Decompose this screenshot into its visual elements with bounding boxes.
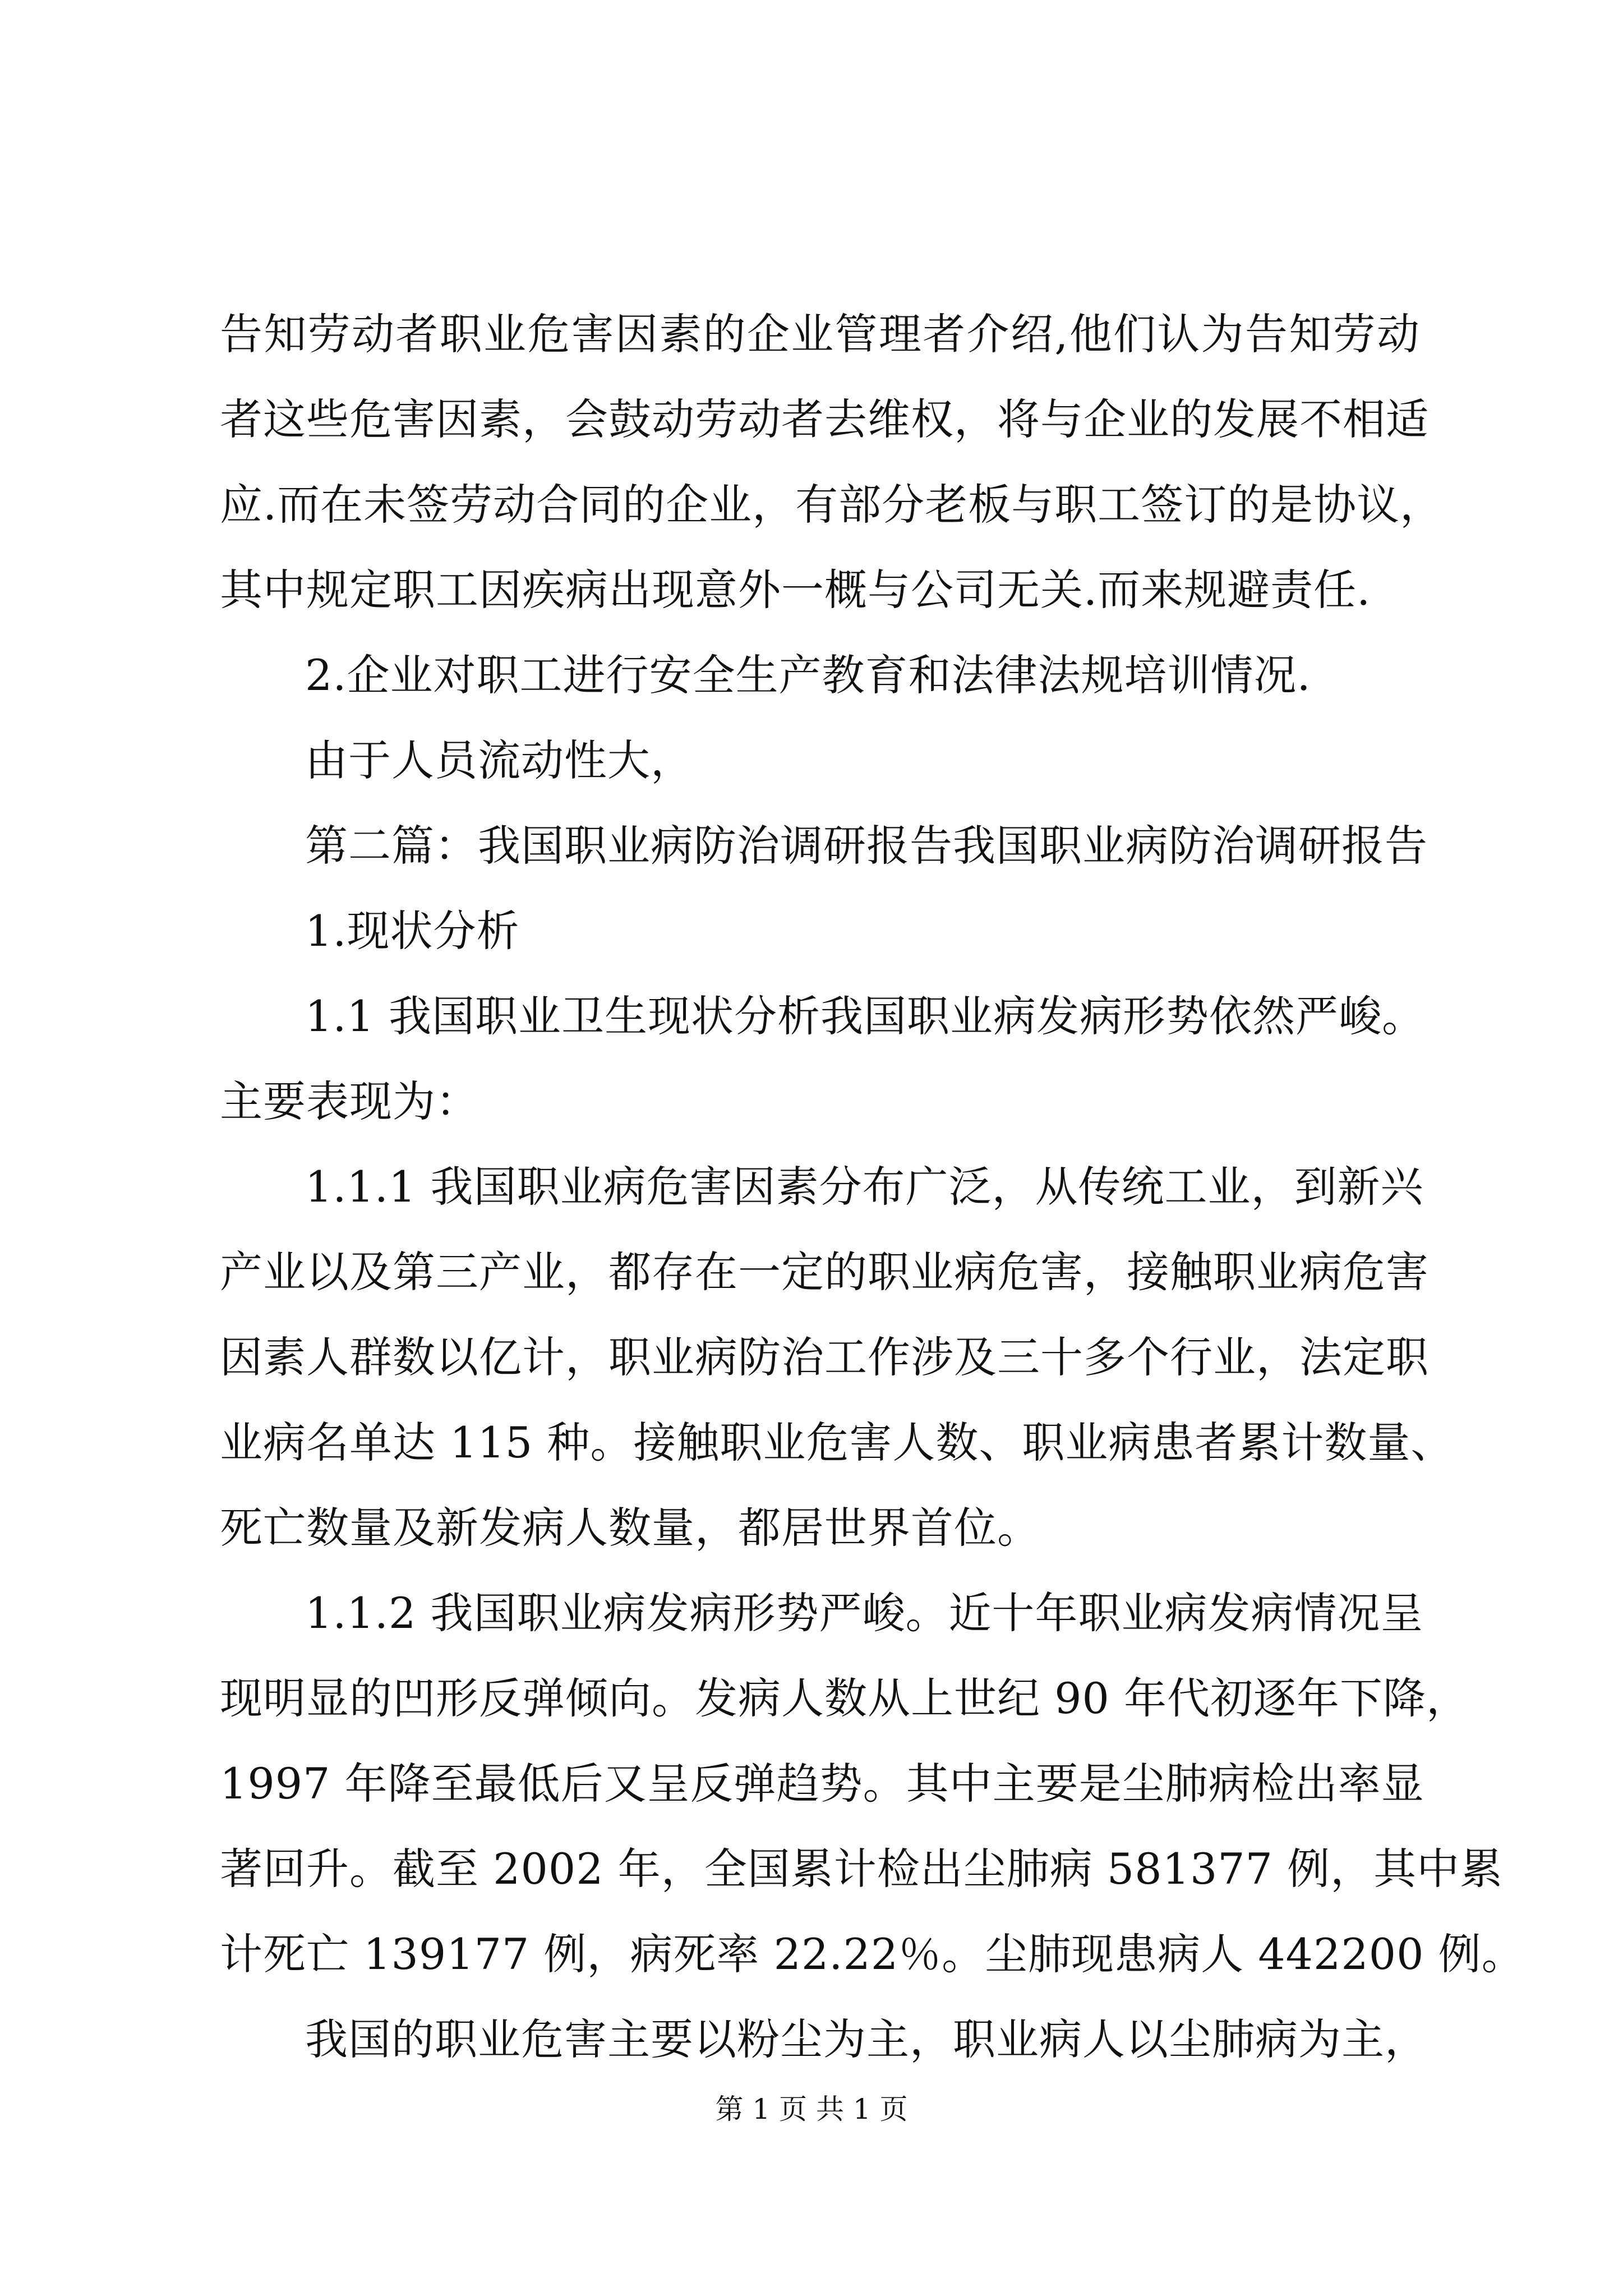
page-footer [0, 2092, 1623, 2126]
text-line: 1.1 我国职业卫生现状分析我国职业病发病形势依然严峻。 [305, 991, 1426, 1041]
text-line: 计死亡 139177 例，病死率 22.22％。尘肺现患病人 442200 例。 [220, 1929, 1525, 1979]
text-line: 1.1.2 我国职业病发病形势严峻。近十年职业病发病情况呈 [305, 1588, 1424, 1638]
text-line: 主要表现为： [220, 1076, 479, 1126]
text-line: 其中规定职工因疾病出现意外一概与公司无关.而来规避责任. [220, 565, 1371, 615]
text-line: 告知劳动者职业危害因素的企业管理者介绍,他们认为告知劳动 [220, 309, 1420, 359]
section-heading: 第二篇：我国职业病防治调研报告我国职业病防治调研报告 [305, 821, 1428, 871]
subsection-heading: 1.现状分析 [305, 906, 520, 956]
text-line: 因素人群数以亿计，职业病防治工作涉及三十多个行业，法定职 [220, 1332, 1429, 1382]
text-line: 我国的职业危害主要以粉尘为主，职业病人以尘肺病为主， [305, 2014, 1428, 2064]
text-line: 应.而在未签劳动合同的企业，有部分老板与职工签订的是协议， [220, 480, 1444, 530]
text-line: 1.1.1 我国职业病危害因素分布广泛，从传统工业，到新兴 [305, 1162, 1424, 1212]
text-line: 死亡数量及新发病人数量，都居世界首位。 [220, 1503, 1040, 1553]
text-line: 由于人员流动性大， [305, 735, 694, 785]
text-line: 著回升。截至 2002 年，全国累计检出尘肺病 581377 例，其中累 [220, 1844, 1504, 1894]
text-line: 1997 年降至最低后又呈反弹趋势。其中主要是尘肺病检出率显 [220, 1759, 1424, 1809]
text-line: 产业以及第三产业，都存在一定的职业病危害，接触职业病危害 [220, 1247, 1429, 1297]
text-line: 者这些危害因素，会鼓动劳动者去维权，将与企业的发展不相适 [220, 394, 1429, 444]
text-line: 业病名单达 115 种。接触职业危害人数、职业病患者累计数量、 [220, 1418, 1454, 1467]
text-line: 现明显的凹形反弹倾向。发病人数从上世纪 90 年代初逐年下降， [220, 1673, 1470, 1723]
text-line: 2.企业对职工进行安全生产教育和法律法规培训情况. [305, 650, 1311, 700]
document-body [220, 292, 1525, 2082]
page-number: 第 1 页 共 1 页 [715, 2093, 908, 2125]
